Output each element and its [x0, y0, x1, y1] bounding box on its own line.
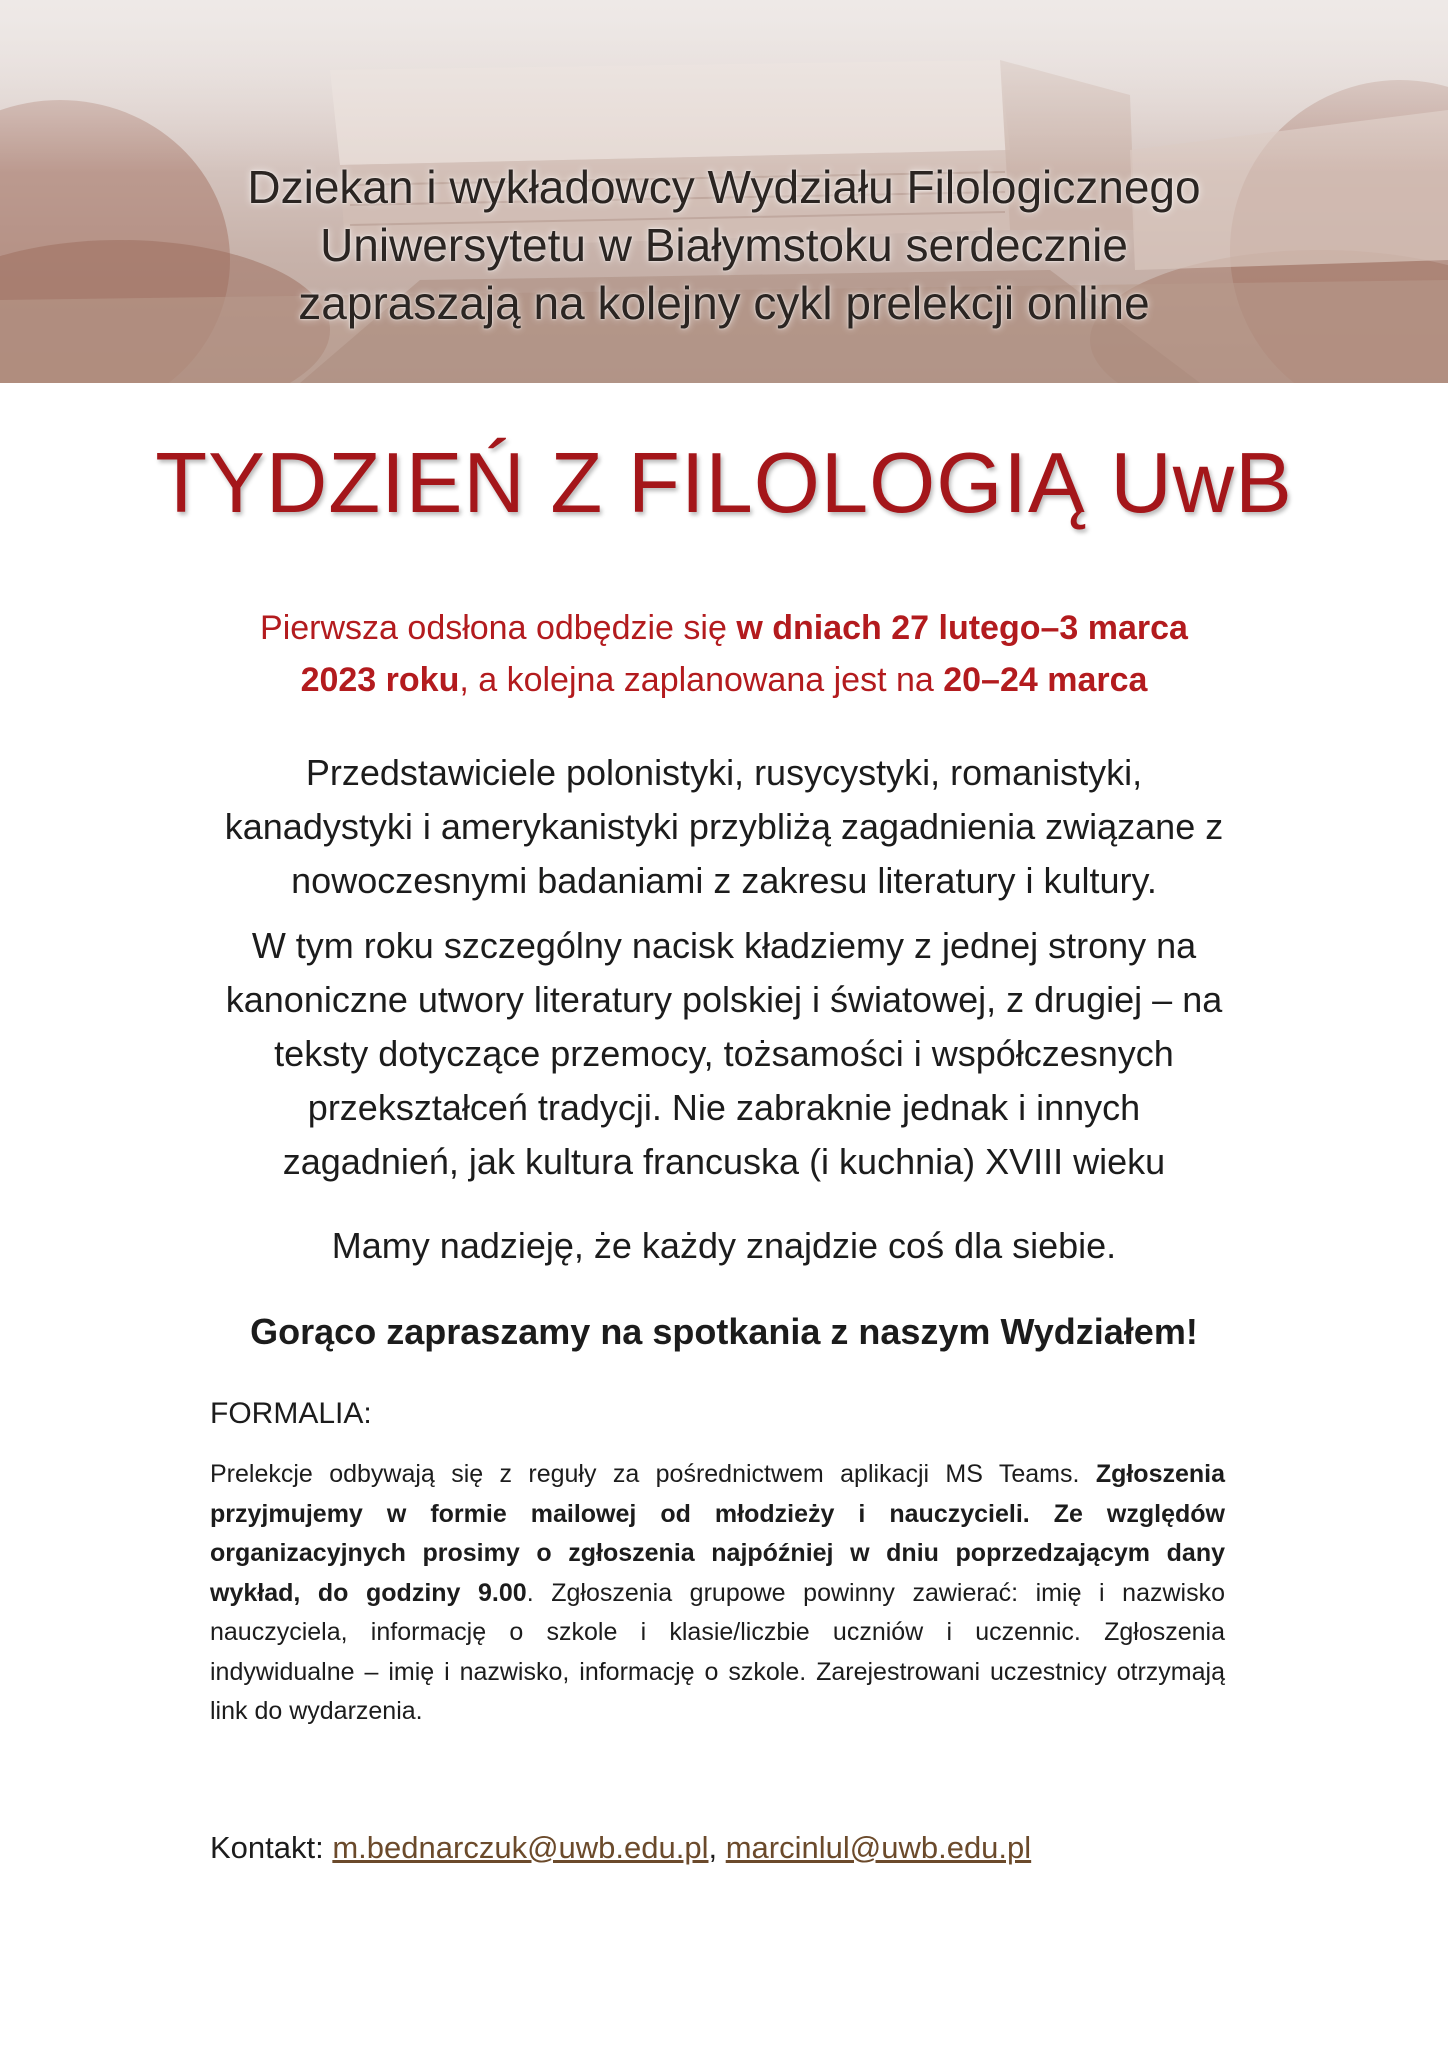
paragraph-line: zagadnień, jak kultura francuska (i kuchnia) XVIII wieku	[282, 1141, 1166, 1182]
description-paragraph-1	[0, 746, 1448, 908]
dates-text: Pierwsza odsłona odbędzie się	[260, 609, 737, 647]
dates-bold: 20–24 marca	[943, 661, 1148, 699]
dates-bold: 2023 roku	[300, 661, 460, 699]
contact-separator: ,	[708, 1830, 726, 1865]
paragraph-line: przekształceń tradycji. Nie zabraknie jednak i innych	[307, 1087, 1141, 1128]
formalia-plain: Prelekcje odbywają się z reguły za pośrednictwem aplikacji MS Teams.	[210, 1460, 1096, 1488]
email-link-bednarczuk[interactable]: m.bednarczuk@uwb.edu.pl	[332, 1830, 709, 1865]
formalia-bold: Zgłoszenia przyjmujemy w formie mailowej od młodzieży i nauczycieli. Ze względów organizacyjnych prosimy o zgłoszenia najpóźniej w dniu poprzedzającym dany wykład, do godziny 9.00	[210, 1460, 1225, 1607]
description-paragraph-2	[0, 919, 1448, 1189]
formalia-text	[210, 1455, 1225, 1732]
paragraph-line: W tym roku szczególny nacisk kładziemy z jednej strony na	[251, 925, 1197, 966]
header-invitation-text	[0, 158, 1448, 332]
paragraph-line: kanadystyki i amerykanistyki przybliżą zagadnienia związane z	[224, 806, 1224, 847]
formalia-plain: . Zgłoszenia grupowe powinny zawierać: imię i nazwisko nauczyciela, informację o szkole i klasie/liczbie uczniów i uczennic. Zgłoszenia indywidualne – imię i nazwisko, informację o szkole. Zarejestrowani uczestnicy otrzymają link do wydarzenia.	[210, 1578, 1225, 1725]
dates-line-1	[0, 602, 1448, 654]
header-banner	[0, 0, 1448, 383]
paragraph-line: Przedstawiciele polonistyki, rusycystyki, romanistyki,	[305, 752, 1143, 793]
contact-line	[210, 1826, 1031, 1870]
header-line: Dziekan i wykładowcy Wydziału Filologicznego	[247, 161, 1201, 213]
header-line: zapraszają na kolejny cykl prelekcji online	[298, 277, 1150, 329]
hope-sentence: Mamy nadzieję, że każdy znajdzie coś dla siebie.	[331, 1225, 1117, 1266]
contact-label: Kontakt:	[210, 1830, 333, 1865]
invitation-sentence: Gorąco zapraszamy na spotkania z naszym Wydziałem!	[250, 1311, 1198, 1352]
paragraph-line: kanoniczne utwory literatury polskiej i światowej, z drugiej – na	[225, 979, 1223, 1020]
paragraph-line: teksty dotyczące przemocy, tożsamości i współczesnych	[274, 1033, 1174, 1074]
dates-line-2	[0, 654, 1448, 706]
event-dates	[0, 602, 1448, 706]
formalia-heading: FORMALIA:	[210, 1397, 372, 1430]
email-link-marcinlul[interactable]: marcinlul@uwb.edu.pl	[725, 1830, 1032, 1865]
event-title: TYDZIEŃ Z FILOLOGIĄ UwB	[155, 436, 1293, 531]
paragraph-line: nowoczesnymi badaniami z zakresu literatury i kultury.	[291, 860, 1157, 901]
dates-bold: w dniach 27 lutego–3 marca	[736, 609, 1188, 647]
header-line: Uniwersytetu w Białymstoku serdecznie	[320, 219, 1128, 271]
dates-text: , a kolejna zaplanowana jest na	[459, 661, 944, 699]
